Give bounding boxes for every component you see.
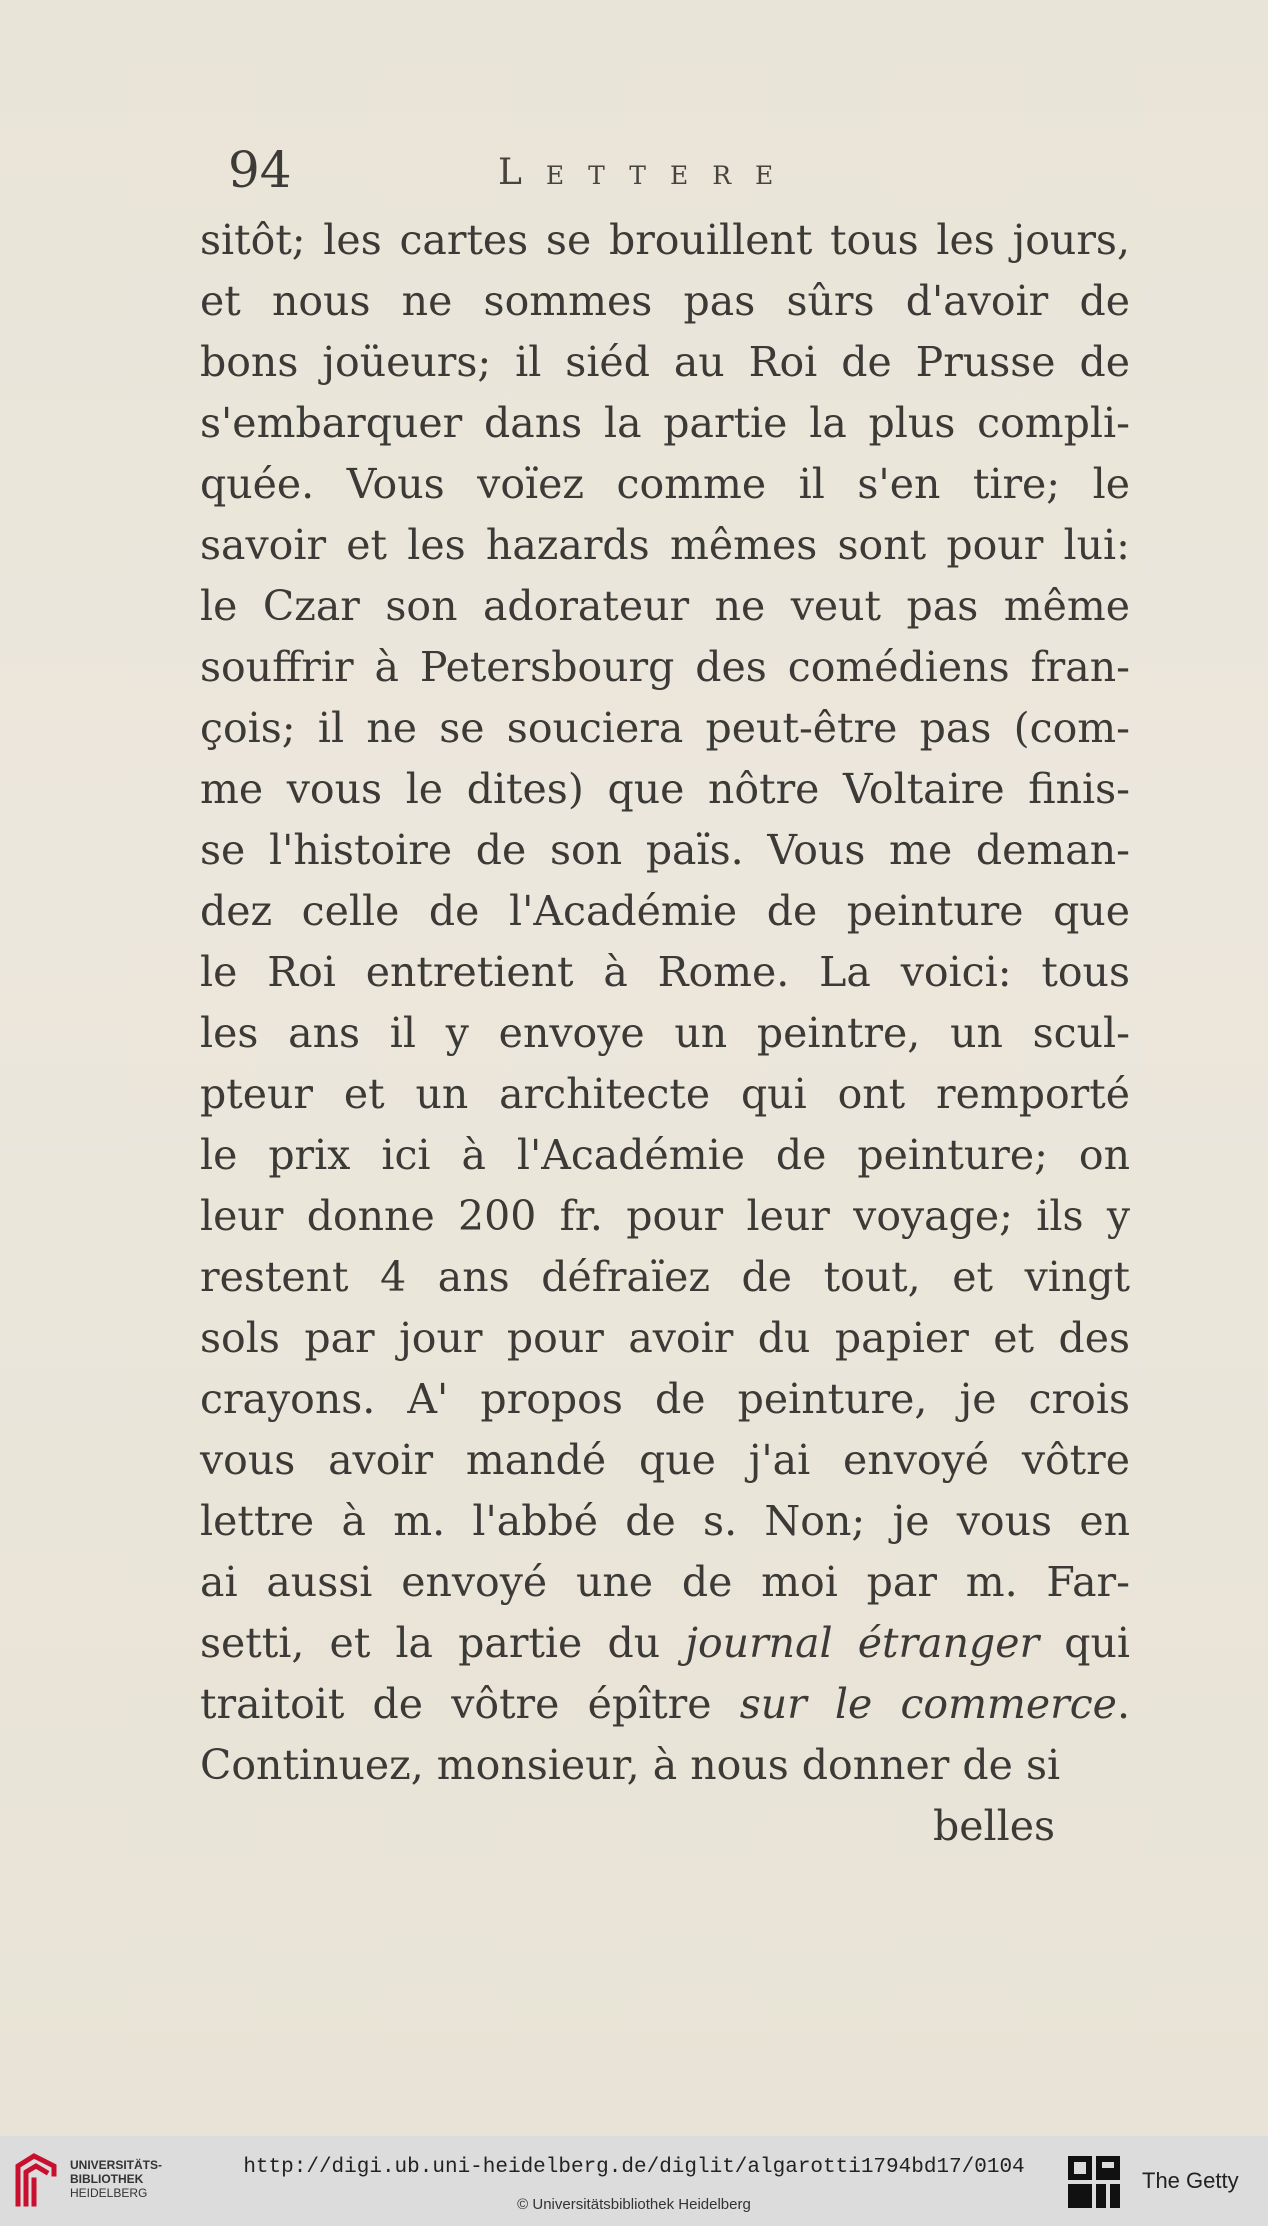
text-line: sols par jour pour avoir du papier et des	[200, 1314, 1130, 1362]
copyright-notice: © Universitätsbibliothek Heidelberg	[517, 2196, 751, 2213]
text-line: souffrir à Petersbourg des comédiens fran-	[200, 643, 1130, 691]
italic-title: sur le commerce	[739, 1680, 1117, 1728]
permalink-url[interactable]: http://digi.ub.uni-heidelberg.de/diglit/algarotti1794bd17/0104	[243, 2156, 1025, 2179]
text-line: ai aussi envoyé une de moi par m. Far-	[200, 1558, 1130, 1606]
text-line: setti, et la partie du journal étranger qui	[200, 1619, 1131, 1667]
text-line: et nous ne sommes pas sûrs d'avoir de	[200, 277, 1130, 325]
text-line: les ans il y envoye un peintre, un scul-	[200, 1009, 1130, 1057]
getty-logo-icon[interactable]	[1066, 2154, 1122, 2210]
footer-bar	[0, 2136, 1268, 2226]
text-line: crayons. A' propos de peinture, je crois	[200, 1375, 1130, 1423]
text-line: traitoit de vôtre épître sur le commerce.	[200, 1680, 1130, 1728]
text-line: quée. Vous voïez comme il s'en tire; le	[200, 460, 1130, 508]
catchword: belles	[932, 1802, 1055, 1850]
partner-name: The Getty	[1142, 2168, 1239, 2193]
text-line: le Czar son adorateur ne veut pas même	[200, 582, 1130, 630]
text-line: se l'histoire de son païs. Vous me deman-	[200, 826, 1130, 874]
text-line: dez celle de l'Académie de peinture que	[200, 887, 1130, 935]
text-line: restent 4 ans défraïez de tout, et vingt	[200, 1253, 1130, 1301]
text-line: pteur et un architecte qui ont remporté	[200, 1070, 1130, 1118]
text-line: çois; il ne se souciera peut-être pas (com-	[200, 704, 1130, 752]
text-line: vous avoir mandé que j'ai envoyé vôtre	[200, 1436, 1130, 1484]
text-line: le prix ici à l'Académie de peinture; on	[200, 1131, 1130, 1179]
text-line: leur donne 200 fr. pour leur voyage; ils y	[200, 1192, 1130, 1240]
text-line: bons joüeurs; il siéd au Roi de Prusse de	[200, 338, 1130, 386]
page-number: 94	[228, 141, 292, 199]
text-line: sitôt; les cartes se brouillent tous les jours,	[200, 216, 1130, 264]
body-text	[200, 210, 1130, 1857]
italic-title: journal étranger	[685, 1619, 1040, 1667]
text-line: s'embarquer dans la partie la plus compli-	[200, 399, 1130, 447]
text-line: savoir et les hazards mêmes sont pour lui:	[200, 521, 1130, 569]
text-lines	[200, 210, 1130, 1613]
university-library-logo[interactable]: UNIVERSITÄTS- BIBLIOTHEK HEIDELBERG	[12, 2148, 172, 2214]
text-line: me vous le dites) que nôtre Voltaire finis-	[200, 765, 1130, 813]
running-head: Lettere	[498, 152, 798, 193]
text-line: lettre à m. l'abbé de s. Non; je vous en	[200, 1497, 1130, 1545]
page-header	[228, 140, 1128, 210]
text-line: le Roi entretient à Rome. La voici: tous	[200, 948, 1130, 996]
text-line: Continuez, monsieur, à nous donner de si	[200, 1741, 1061, 1789]
